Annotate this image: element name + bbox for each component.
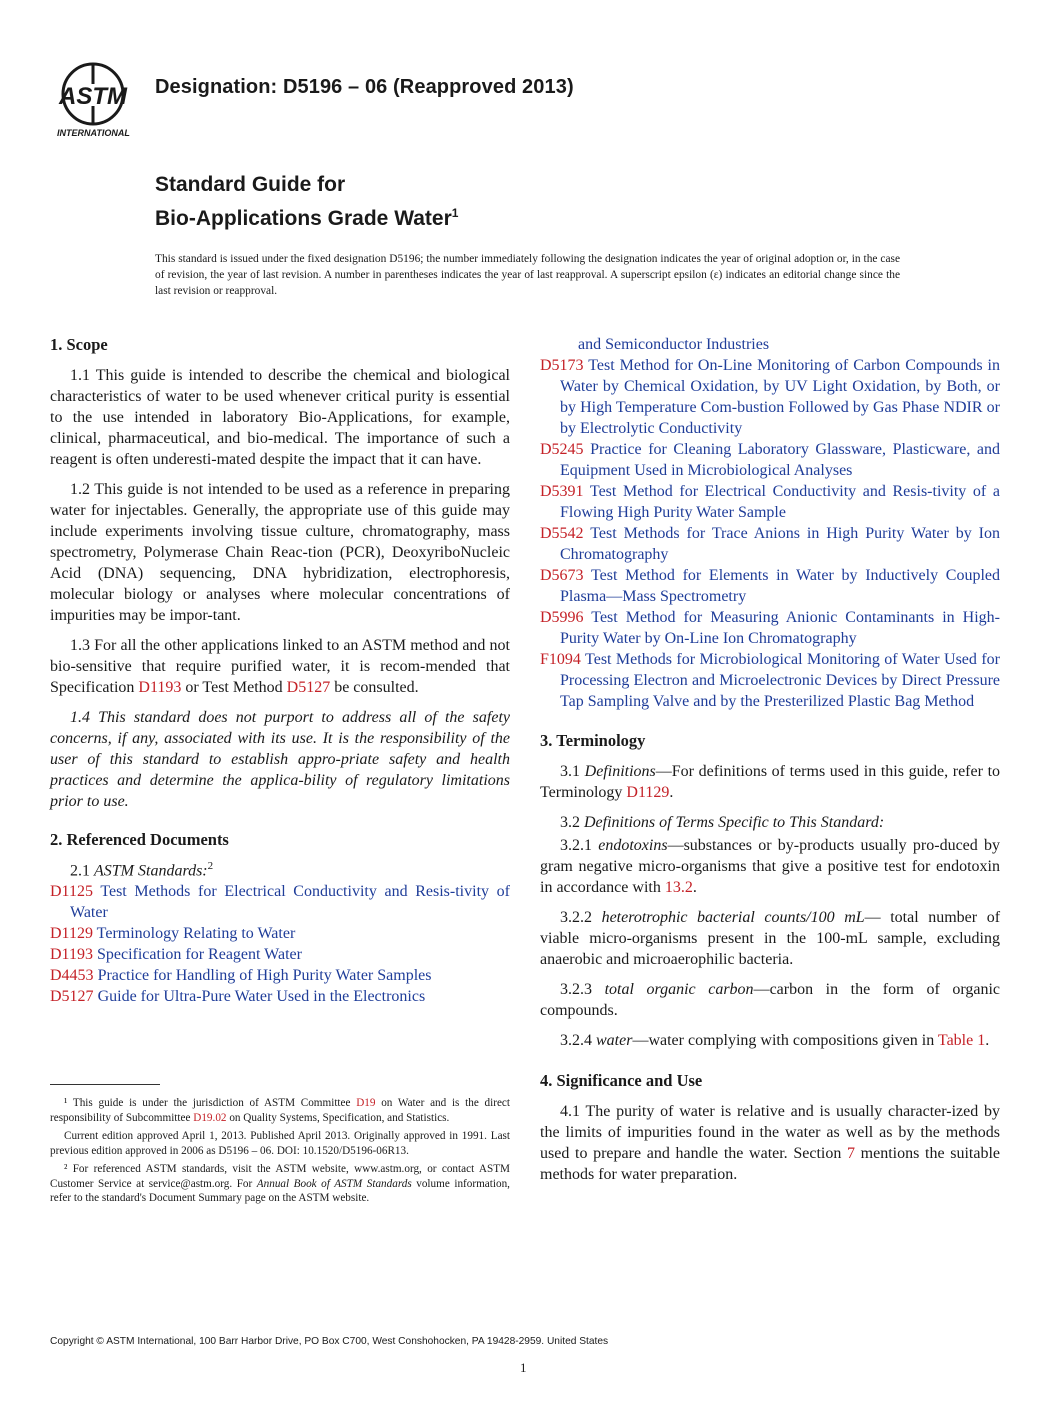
ref-item[interactable] bbox=[540, 439, 1000, 481]
para-1-2: 1.2 This guide is not intended to be used as a reference in preparing water for injectables. Generally, the appropriate use of this guide may include experiments involving tissue culture, chromatography, mass spectrometry, Polymerase Chain Reac-tion (PCR), DeoxyriboNucleic Acid (DNA) sequencing, DNA hybridization, electrophoresis, molecular biology or analyses where molecular concentrations of impurities may be impor-tant. bbox=[50, 481, 510, 624]
p32-term: Definitions of Terms Specific to This Standard: bbox=[584, 814, 885, 831]
para-1-3 bbox=[50, 635, 510, 698]
ref-code[interactable]: D1129 bbox=[50, 925, 93, 943]
para-1-1: 1.1 This guide is intended to describe the chemical and biological characteristics of water to be used whenever critical purity is essential to the use intended in laboratory Bio-Applications, for example, clinical, pharmaceutical, and bio-medical. The importance of such a reagent is often underesti-mated despite the impact that it can have. bbox=[50, 367, 510, 468]
ref-code[interactable]: D4453 bbox=[50, 967, 94, 985]
p41-end: mentions the suitable methods for water preparation. bbox=[540, 1145, 1000, 1183]
document-title bbox=[155, 171, 458, 233]
ref-title[interactable]: Test Method for Electrical Conductivity and Resis-tivity of a Flowing High Purity Water Sample bbox=[560, 483, 1000, 521]
designation: Designation: D5196 – 06 (Reapproved 2013) bbox=[155, 76, 574, 98]
link-d1129[interactable]: D1129 bbox=[626, 784, 670, 801]
logo-subtext: INTERNATIONAL bbox=[57, 128, 130, 138]
p323-num: 3.2.3 bbox=[560, 981, 605, 998]
link-d1193[interactable]: D1193 bbox=[138, 679, 182, 696]
title-footnote-marker[interactable]: 1 bbox=[451, 206, 459, 220]
ref-d5127-continuation[interactable]: and Semiconductor Industries bbox=[578, 336, 770, 353]
right-column bbox=[540, 334, 1000, 1194]
section-heading-terminology: 3. Terminology bbox=[540, 731, 646, 750]
para-3-2-3 bbox=[540, 979, 1000, 1021]
p321-end: . bbox=[692, 879, 697, 896]
para-1-3-text: 1.3 For all the other applications linked to an ASTM method and not bio-sensitive that require purified water, it is recom-mended that Specification bbox=[50, 637, 510, 696]
ref-code[interactable]: D5391 bbox=[540, 483, 584, 500]
ref-code[interactable]: D5542 bbox=[540, 525, 584, 542]
para-1-3-text-b: or Test Method bbox=[181, 679, 287, 696]
para-3-1 bbox=[540, 761, 1000, 803]
ref-title[interactable]: Practice for Cleaning Laboratory Glassware, Plasticware, and Equipment Used in Microbiological Analyses bbox=[560, 441, 1000, 479]
p31-text: —For definitions of terms used in this guide, refer to Terminology bbox=[540, 763, 1001, 801]
para-1-3-text-c: be consulted. bbox=[330, 679, 419, 696]
ref-code[interactable]: D5173 bbox=[540, 357, 584, 374]
sub-italic: ASTM Standards: bbox=[94, 862, 208, 880]
ref-item[interactable] bbox=[540, 565, 1000, 607]
ref-item[interactable] bbox=[540, 355, 1000, 439]
ref-item[interactable] bbox=[540, 649, 1000, 712]
logo-text: ASTM bbox=[59, 83, 127, 110]
fn2-italic: Annual Book of ASTM Standards bbox=[256, 1177, 412, 1190]
ref-code[interactable]: D5673 bbox=[540, 567, 584, 584]
ref-item[interactable] bbox=[50, 965, 510, 986]
p31-num: 3.1 bbox=[560, 763, 585, 780]
para-3-2-4 bbox=[540, 1030, 1000, 1051]
para-3-2-1 bbox=[540, 835, 1000, 898]
p323-text: —carbon in the form of organic compounds. bbox=[540, 981, 1001, 1019]
p324-num: 3.2.4 bbox=[560, 1032, 596, 1049]
fn1-text-c: on Quality Systems, Specification, and Statistics. bbox=[226, 1111, 450, 1124]
footnote-divider bbox=[50, 1084, 160, 1085]
ref-item[interactable] bbox=[50, 923, 510, 944]
ref-title[interactable]: Practice for Handling of High Purity Water Samples bbox=[93, 967, 432, 985]
page-number: 1 bbox=[520, 1360, 527, 1375]
title-line-1: Standard Guide for bbox=[155, 173, 346, 196]
p322-text: — total number of viable micro-organisms present in the 100-mL sample, excluding anaerobic and microaerophilic bacteria. bbox=[540, 909, 1001, 968]
link-d19[interactable]: D19 bbox=[356, 1097, 376, 1109]
section-heading-referenced-documents: 2. Referenced Documents bbox=[50, 830, 229, 849]
astm-standards-label bbox=[50, 856, 510, 881]
ref-title[interactable]: Test Methods for Trace Anions in High Purity Water by Ion Chromatography bbox=[560, 525, 1000, 563]
p324-text: —water complying with compositions given in bbox=[632, 1032, 938, 1049]
para-3-2-2 bbox=[540, 907, 1000, 970]
ref-item[interactable] bbox=[540, 523, 1000, 565]
issuance-notice: This standard is issued under the fixed designation D5196; the number immediately following the designation indicates the year of original adoption or, in the case of revision, the year of last revision. A number in parentheses indicates the year of last reapproval. A superscript epsilon (ε) indicates an editorial change since the last revision or reapproval. bbox=[155, 253, 900, 297]
footnote-1-edition: Current edition approved April 1, 2013. Published April 2013. Originally approved in 1991. Last previous edition approved in 2006 as D5196 – 06. DOI: 10.1520/D5196-06R13. bbox=[50, 1130, 510, 1157]
ref-item[interactable] bbox=[50, 881, 510, 923]
para-1-4: 1.4 This standard does not purport to address all of the safety concerns, if any, associated with its use. It is the responsibility of the user of this standard to establish appro-priate safety and health practices and determine the applica-bility of regulatory limitations prior to use. bbox=[50, 709, 510, 810]
footnote-marker-2[interactable]: 2 bbox=[207, 860, 214, 872]
link-section-7[interactable]: 7 bbox=[847, 1145, 856, 1162]
p323-term: total organic carbon bbox=[604, 981, 754, 998]
ref-code[interactable]: D5996 bbox=[540, 609, 584, 626]
ref-item[interactable] bbox=[540, 607, 1000, 649]
left-column bbox=[50, 334, 510, 1007]
title-text: Bio-Applications Grade Water bbox=[155, 207, 452, 230]
ref-title[interactable]: Terminology Relating to Water bbox=[92, 925, 296, 943]
p31-term: Definitions bbox=[584, 763, 656, 780]
p321-num: 3.2.1 bbox=[560, 837, 599, 854]
ref-code[interactable]: F1094 bbox=[540, 651, 581, 668]
ref-item[interactable] bbox=[540, 481, 1000, 523]
link-13-2[interactable]: 13.2 bbox=[664, 879, 693, 896]
ref-title[interactable]: Test Method for Elements in Water by Inductively Coupled Plasma—Mass Spectrometry bbox=[560, 567, 1000, 605]
ref-title[interactable]: Test Methods for Electrical Conductivity and Resis-tivity of Water bbox=[70, 883, 510, 922]
fn1-text-b: on Water and is the direct responsibility of Subcommittee bbox=[50, 1097, 510, 1124]
ref-item[interactable] bbox=[50, 944, 510, 965]
astm-logo bbox=[55, 60, 147, 138]
p324-end: . bbox=[985, 1032, 990, 1049]
ref-code[interactable]: D1193 bbox=[50, 946, 93, 964]
ref-code[interactable]: D5245 bbox=[540, 441, 584, 458]
link-d5127[interactable]: D5127 bbox=[286, 679, 331, 696]
fn1-text: ¹ This guide is under the jurisdiction of ASTM Committee bbox=[64, 1097, 357, 1109]
para-4-1 bbox=[540, 1101, 1000, 1185]
copyright-line: Copyright © ASTM International, 100 Barr Harbor Drive, PO Box C700, West Conshohocken, PA 19428-2959. United States bbox=[50, 1336, 609, 1347]
p321-term: endotoxins bbox=[598, 837, 668, 854]
ref-title[interactable]: Guide for Ultra-Pure Water Used in the Electronics bbox=[93, 988, 426, 1006]
link-table-1[interactable]: Table 1 bbox=[937, 1032, 986, 1049]
p321-text: —substances or by-products usually pro-duced by gram negative micro-organisms that give a positive test for endotoxin in accordance with bbox=[540, 837, 1000, 896]
ref-title[interactable]: Specification for Reagent Water bbox=[92, 946, 302, 964]
title-line-2 bbox=[155, 199, 458, 233]
footnotes bbox=[50, 1096, 510, 1210]
link-d19-02[interactable]: D19.02 bbox=[193, 1111, 227, 1124]
section-heading-scope: 1. Scope bbox=[50, 335, 108, 354]
para-3-2 bbox=[540, 812, 1000, 833]
footnote-2 bbox=[50, 1162, 510, 1206]
p322-term: heterotrophic bacterial counts/100 mL bbox=[601, 909, 865, 926]
section-heading-significance: 4. Significance and Use bbox=[540, 1071, 703, 1090]
ref-item[interactable] bbox=[50, 986, 510, 1007]
p31-end: . bbox=[669, 784, 674, 801]
p324-term: water bbox=[596, 1032, 633, 1049]
p41-text: 4.1 The purity of water is relative and is usually character-ized by the limits of impurities found in the water as well as by the methods used to prepare and handle the water. Section bbox=[540, 1103, 1000, 1162]
ref-code[interactable]: D5127 bbox=[50, 988, 94, 1006]
ref-title[interactable]: Test Method for Measuring Anionic Contaminants in High-Purity Water by On-Line Ion Chromatography bbox=[560, 609, 1000, 647]
ref-title[interactable]: Test Methods for Microbiological Monitoring of Water Used for Processing Electron and Microelectronic Devices by Direct Pressure Tap Sampling Valve and by the Presterilized Plastic Bag Method bbox=[560, 651, 1000, 710]
p322-num: 3.2.2 bbox=[560, 909, 602, 926]
fn2-text-b: volume information, refer to the standard's Document Summary page on the ASTM website. bbox=[50, 1177, 510, 1204]
ref-title[interactable]: Test Method for On-Line Monitoring of Carbon Compounds in Water by Chemical Oxidation, by UV Light Oxidation, by Both, or by High Temperature Com-bustion Followed by Gas Phase NDIR or by Electrolytic Conductivity bbox=[560, 357, 1000, 437]
sub-label: 2.1 bbox=[70, 862, 94, 880]
footnote-1 bbox=[50, 1096, 510, 1125]
fn2-text: ² For referenced ASTM standards, visit the ASTM website, www.astm.org, or contact ASTM Customer Service at service@astm.org. For bbox=[50, 1163, 510, 1190]
p32-num: 3.2 bbox=[560, 814, 584, 831]
ref-code[interactable]: D1125 bbox=[50, 883, 93, 901]
